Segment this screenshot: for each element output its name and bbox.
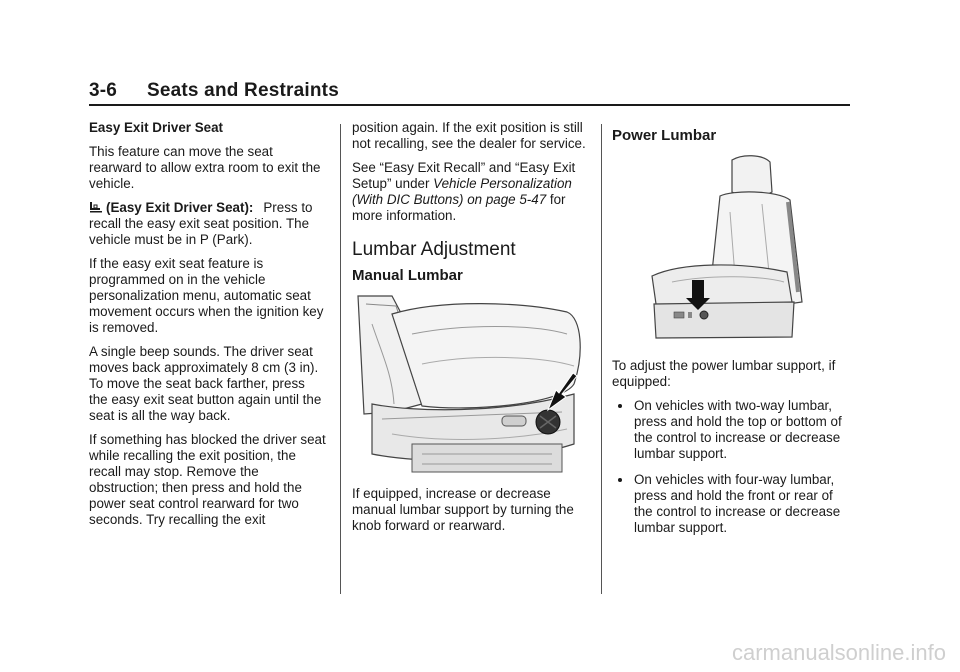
column-divider-right — [601, 124, 602, 594]
manual-lumbar-caption: If equipped, increase or decrease manual lumbar support by turning the knob forward or rearward. — [352, 486, 574, 533]
easy-exit-see-also: See “Easy Exit Recall” and “Easy Exit Setup” under Vehicle Personalization (With DIC Buttons) on page 5-47 for more information. — [352, 160, 576, 223]
easy-exit-beep-text: A single beep sounds. The driver seat moves back approximately 8 cm (3 in). To move the seat back farther, press the easy exit seat button again until the seat is all the way back. — [89, 344, 322, 423]
page-header — [89, 80, 849, 102]
header-rule — [89, 104, 850, 106]
chapter-title: Seats and Restraints — [147, 80, 339, 101]
bullet-icon — [618, 478, 622, 482]
lumbar-adjustment-title: Lumbar Adjustment — [352, 239, 516, 260]
easy-exit-button-text: Press to recall the easy exit seat position. The vehicle must be in P (Park). — [89, 200, 313, 247]
power-lumbar-list — [612, 398, 850, 536]
power-lumbar-title: Power Lumbar — [612, 127, 717, 144]
manual-lumbar-title: Manual Lumbar — [352, 267, 463, 284]
easy-exit-intro: This feature can move the seat rearward to allow extra room to exit the vehicle. — [89, 144, 321, 191]
easy-exit-button-description — [89, 200, 327, 248]
column-divider-left — [340, 124, 341, 594]
column-2 — [352, 120, 590, 542]
power-lumbar-seat-illustration — [612, 152, 850, 348]
page-number: 3-6 — [89, 80, 118, 101]
easy-exit-seat-icon — [89, 201, 103, 213]
list-item: On vehicles with two-way lumbar, press and hold the top or bottom of the control to increase or decrease lumbar support. — [612, 398, 850, 462]
easy-exit-term: (Easy Exit Driver Seat): — [106, 200, 254, 215]
site-watermark: carmanualsonline.info — [731, 640, 946, 665]
easy-exit-blocked-text: If something has blocked the driver seat while recalling the exit position, the recall may stop. Remove the obstruction; then press and hold the power seat control rearward for two seconds. Try recalling the exit — [89, 432, 326, 527]
easy-exit-programmed-text: If the easy exit seat feature is programmed on in the vehicle personalization menu, automatic seat movement occurs when the ignition key is removed. — [89, 256, 324, 335]
easy-exit-continued-text: position again. If the exit position is still not recalling, see the dealer for service. — [352, 120, 586, 151]
list-item: On vehicles with four-way lumbar, press and hold the front or rear of the control to increase or decrease lumbar support. — [612, 472, 850, 536]
personalization-link[interactable]: Vehicle Personalization (With DIC Buttons) on page 5-47 — [352, 176, 572, 207]
power-lumbar-intro: To adjust the power lumbar support, if equipped: — [612, 358, 836, 389]
bullet-icon — [618, 404, 622, 408]
manual-lumbar-knob-illustration — [352, 294, 590, 476]
column-1 — [89, 120, 327, 536]
easy-exit-heading: Easy Exit Driver Seat — [89, 120, 223, 135]
column-3 — [612, 120, 850, 546]
